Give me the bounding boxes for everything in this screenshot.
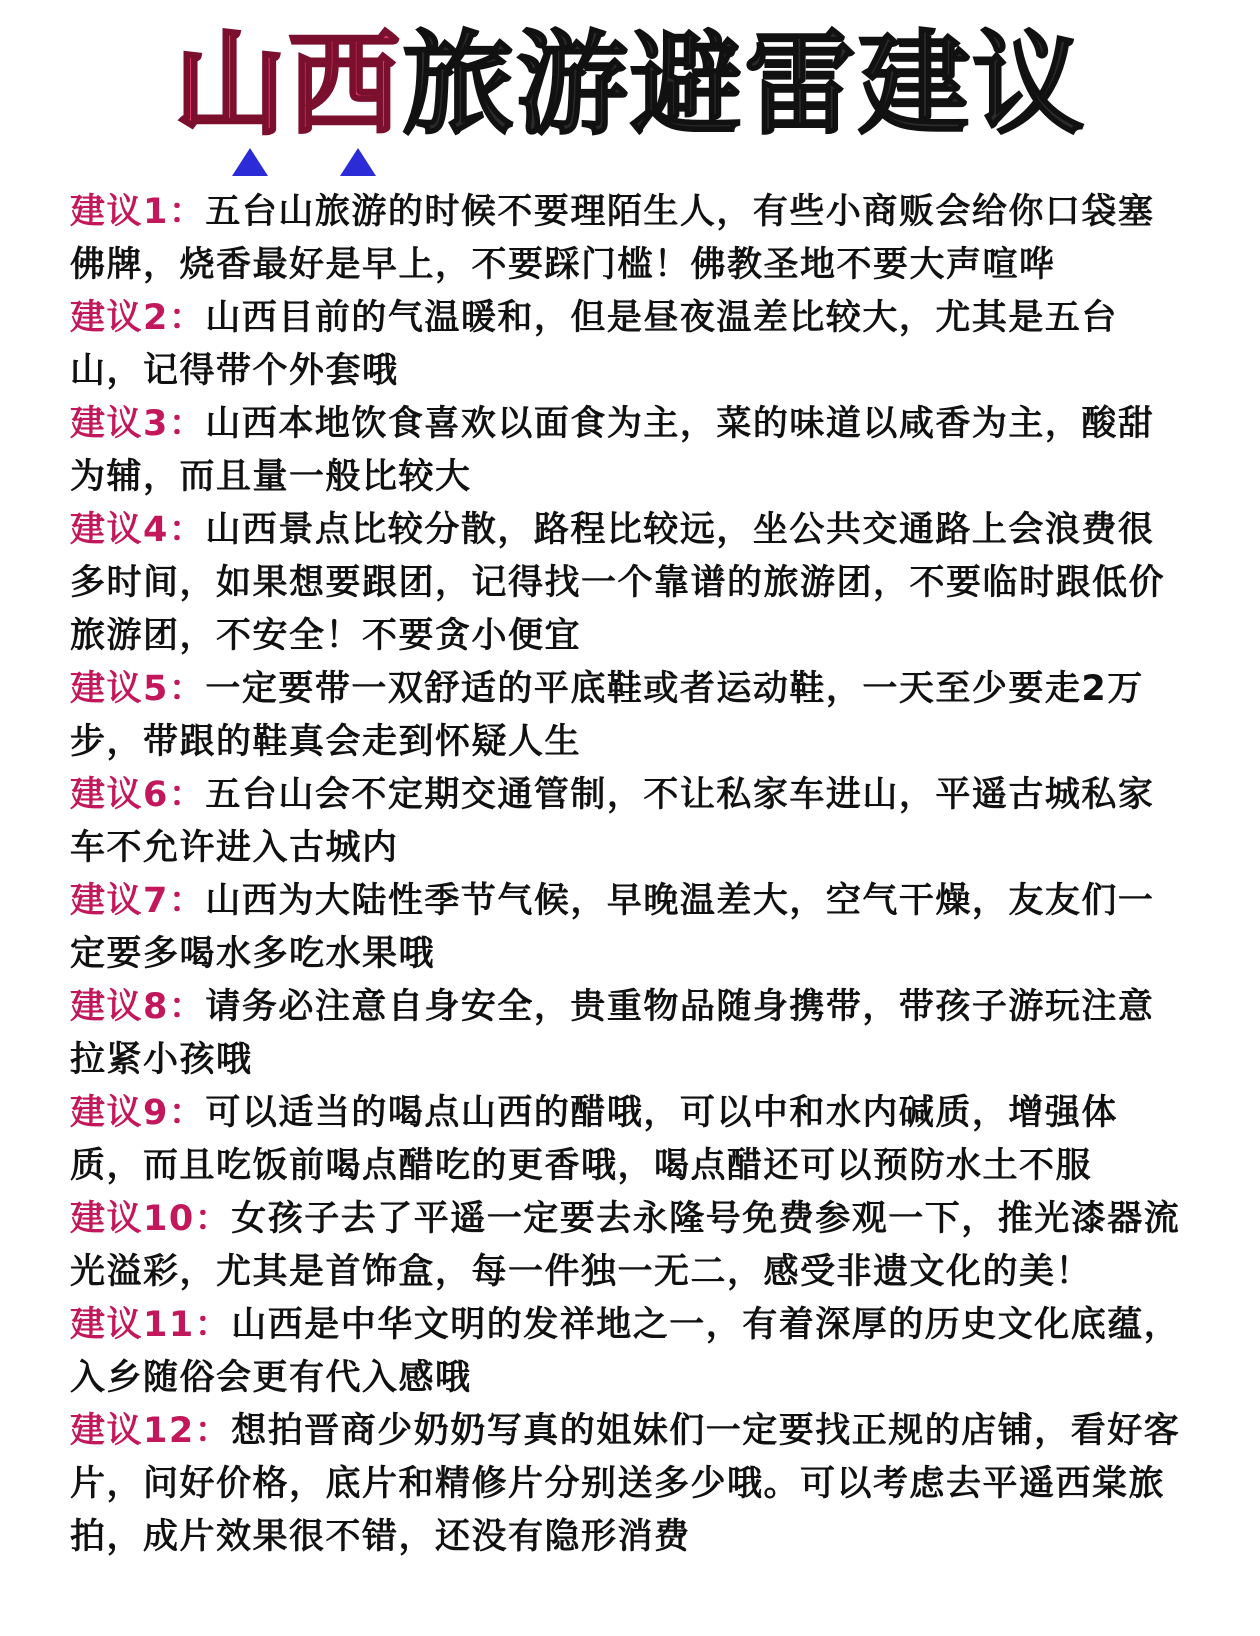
suggestion-label: 建议11： — [70, 1305, 232, 1345]
suggestion-text: 山西景点比较分散，路程比较远，坐公共交通路上会浪费很多时间，如果想要跟团，记得找一个靠谱的旅游团，不要临时跟低价旅游团，不安全！不要贪小便宜 — [70, 510, 1166, 656]
suggestion-label: 建议8： — [70, 987, 206, 1027]
suggestion-item — [70, 1405, 1190, 1564]
suggestion-label: 建议2： — [70, 298, 206, 338]
suggestion-item — [70, 292, 1190, 398]
suggestion-item — [70, 398, 1190, 504]
suggestion-text: 山西目前的气温暖和，但是昼夜温差比较大，尤其是五台山，记得带个外套哦 — [70, 298, 1118, 391]
suggestion-text: 五台山旅游的时候不要理陌生人，有些小商贩会给你口袋塞佛牌，烧香最好是早上，不要踩门槛！佛教圣地不要大声喧哗 — [70, 192, 1155, 285]
page-title — [174, 20, 1086, 150]
suggestion-item — [70, 1087, 1190, 1193]
suggestion-label: 建议5： — [70, 669, 206, 709]
suggestion-label: 建议9： — [70, 1093, 206, 1133]
suggestion-list — [70, 186, 1190, 1564]
suggestion-label: 建议7： — [70, 881, 206, 921]
title-main: 旅游避雷建议 — [402, 20, 1086, 150]
suggestion-item — [70, 663, 1190, 769]
suggestion-text: 可以适当的喝点山西的醋哦，可以中和水内碱质，增强体质，而且吃饭前喝点醋吃的更香哦，喝点醋还可以预防水土不服 — [70, 1093, 1118, 1186]
suggestion-text: 请务必注意自身安全，贵重物品随身携带，带孩子游玩注意拉紧小孩哦 — [70, 987, 1155, 1080]
suggestion-item — [70, 769, 1190, 875]
suggestion-text: 想拍晋商少奶奶写真的姐妹们一定要找正规的店铺，看好客片，问好价格，底片和精修片分别送多少哦。可以考虑去平遥西棠旅拍，成片效果很不错，还没有隐形消费 — [70, 1411, 1181, 1557]
suggestion-label: 建议3： — [70, 404, 206, 444]
suggestion-item — [70, 981, 1190, 1087]
suggestion-item — [70, 186, 1190, 292]
suggestion-label: 建议1： — [70, 192, 206, 232]
title-accent: 山西 — [174, 20, 402, 150]
suggestion-text: 山西本地饮食喜欢以面食为主，菜的味道以咸香为主，酸甜为辅，而且量一般比较大 — [70, 404, 1155, 497]
suggestion-label: 建议6： — [70, 775, 206, 815]
suggestion-label: 建议10： — [70, 1199, 232, 1239]
title-markers — [0, 148, 1260, 178]
triangle-icon — [232, 148, 268, 176]
suggestion-item — [70, 1193, 1190, 1299]
suggestion-label: 建议12： — [70, 1411, 232, 1451]
suggestion-text: 山西是中华文明的发祥地之一，有着深厚的历史文化底蕴，入乡随俗会更有代入感哦 — [70, 1305, 1181, 1398]
suggestion-item — [70, 504, 1190, 663]
suggestion-text: 五台山会不定期交通管制，不让私家车进山，平遥古城私家车不允许进入古城内 — [70, 775, 1155, 868]
suggestion-text: 女孩子去了平遥一定要去永隆号免费参观一下，推光漆器流光溢彩，尤其是首饰盒，每一件独一无二，感受非遗文化的美！ — [70, 1199, 1181, 1292]
suggestion-text: 山西为大陆性季节气候，早晚温差大，空气干燥，友友们一定要多喝水多吃水果哦 — [70, 881, 1155, 974]
suggestion-item — [70, 1299, 1190, 1405]
suggestion-item — [70, 875, 1190, 981]
suggestion-text: 一定要带一双舒适的平底鞋或者运动鞋，一天至少要走2万步，带跟的鞋真会走到怀疑人生 — [70, 669, 1144, 762]
suggestion-label: 建议4： — [70, 510, 206, 550]
triangle-icon — [340, 148, 376, 176]
